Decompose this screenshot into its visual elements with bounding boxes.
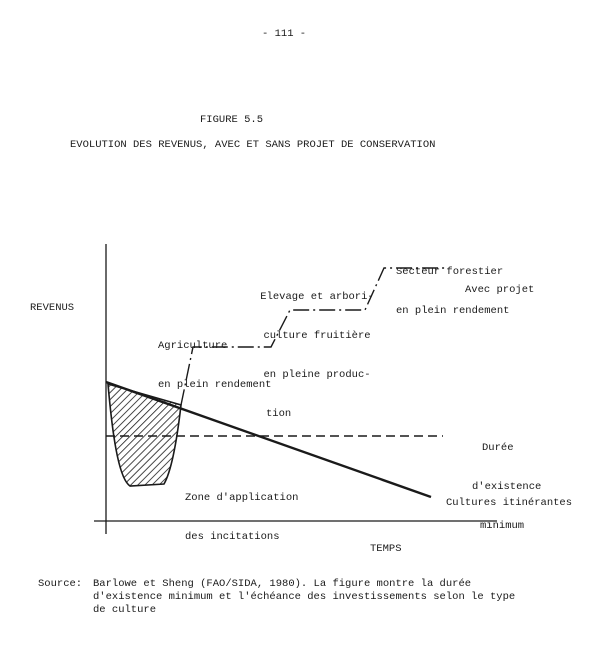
- annotation-zone-line-1: Zone d'application: [185, 492, 299, 504]
- annotation-agriculture: [158, 314, 271, 418]
- x-axis-label: TEMPS: [370, 543, 402, 555]
- annotation-forestier-line-2: en plein rendement: [396, 305, 510, 317]
- annotation-elevage: [258, 265, 376, 447]
- annotation-duree-line-2: d'existence: [472, 481, 542, 493]
- annotation-elevage-line-3: en pleine produc-: [263, 369, 371, 381]
- figure-label: FIGURE 5.5: [200, 114, 264, 126]
- annotation-agriculture-line-2: en plein rendement: [158, 379, 272, 391]
- y-axis-label: REVENUS: [30, 302, 75, 314]
- annotation-duree-line-3: minimum: [480, 520, 525, 532]
- annotation-forestier-line-1: Secteur forestier: [396, 266, 504, 278]
- annotation-elevage-line-1: Elevage et arbori-: [260, 291, 374, 303]
- annotation-zone-line-2: des incitations: [185, 531, 280, 543]
- source-text: Barlowe et Sheng (FAO/SIDA, 1980). La figure montre la durée d'existence minimum et l'échéance des investissements selon le type de culture: [93, 578, 516, 616]
- source-label: Source:: [38, 578, 83, 590]
- annotation-zone: [185, 466, 298, 570]
- annotation-elevage-line-2: culture fruitière: [263, 330, 371, 342]
- annotation-cultures-itinerantes: Cultures itinérantes: [446, 497, 573, 509]
- annotation-duree-line-1: Durée: [482, 442, 514, 454]
- annotation-elevage-line-4: tion: [266, 408, 292, 420]
- page-number: - 111 -: [262, 28, 307, 40]
- annotation-agriculture-line-1: Agriculture: [158, 340, 228, 352]
- annotation-avec-projet: Avec projet: [465, 284, 535, 296]
- figure-title: EVOLUTION DES REVENUS, AVEC ET SANS PROJET DE CONSERVATION: [70, 139, 436, 151]
- annotation-duree: [472, 416, 541, 559]
